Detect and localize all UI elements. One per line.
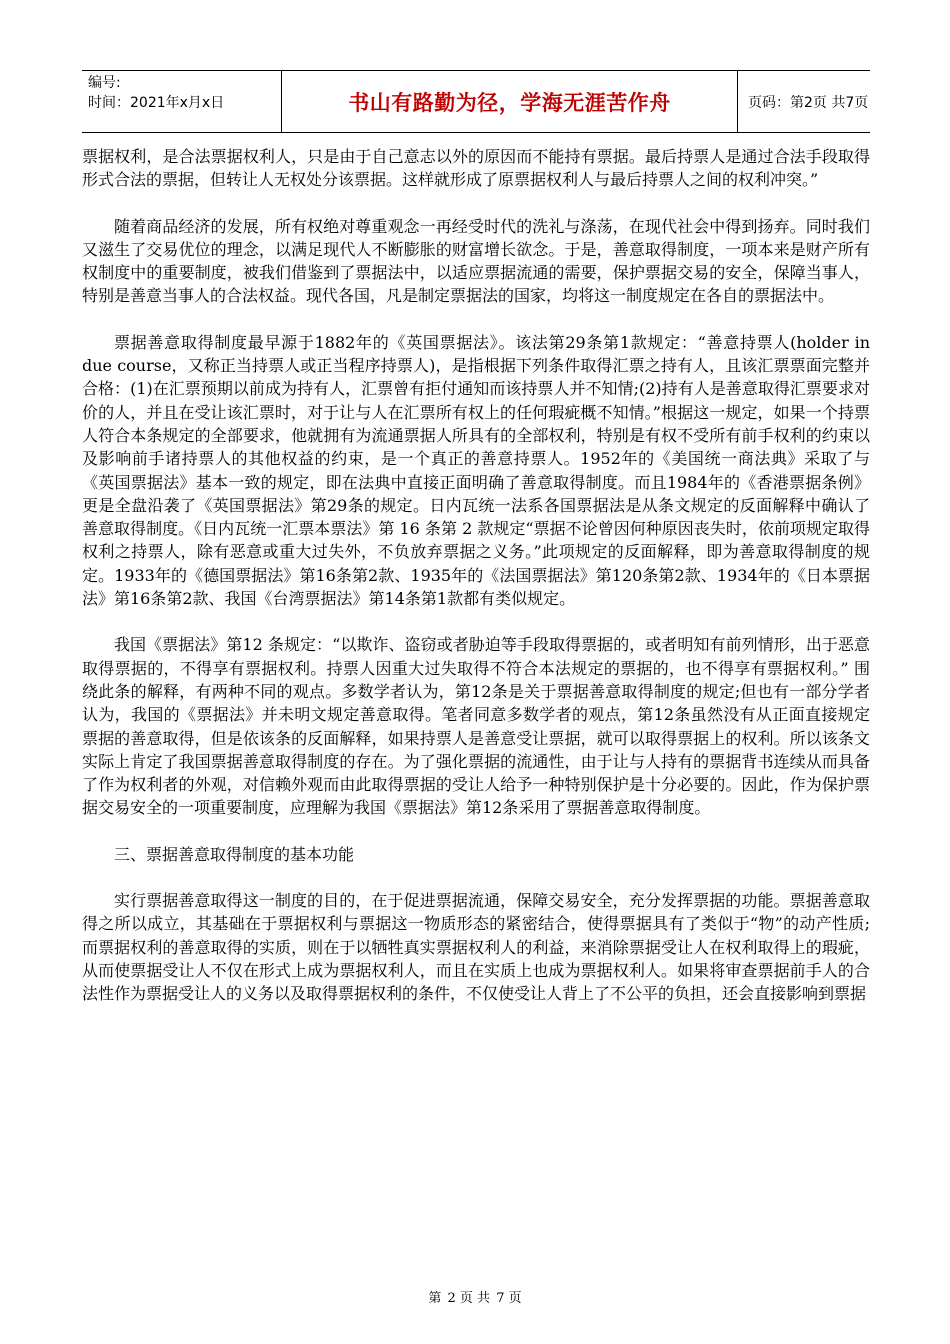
page-header: [82, 70, 870, 133]
footer-page-number: 2: [447, 1291, 456, 1306]
paragraph: 实行票据善意取得这一制度的目的，在于促进票据流通，保障交易安全，充分发挥票据的功能。票据善意取得之所以成立，其基础在于票据权利与票据这一物质形态的紧密结合，使得票据具有了类似于“物”的动产性质;而票据权利的善意取得的实质，则在于以牺牲真实票据权利人的利益，来消除票据受让人在权利取得上的瑕疵，从而使票据受让人不仅在形式上成为票据权利人，而且在实质上也成为票据权利人。如果将审查票据前手人的合法性作为票据受让人的义务以及取得票据权利的条件，不仅使受让人背上了不公平的负担，还会直接影响到票据: [82, 891, 870, 1004]
paragraph: 我国《票据法》第12 条规定：“以欺诈、盗窃或者胁迫等手段取得票据的，或者明知有前列情形，出于恶意取得票据的，不得享有票据权利。持票人因重大过失取得不符合本法规定的票据的，也不得享有票据权利。” 围绕此条的解释，有两种不同的观点。多数学者认为，第12条是关于票据善意取得制度的规定;但也有一部分学者认为，我国的《票据法》并未明文规定善意取得。笔者同意多数学者的观点，第12条虽然没有从正面直接规定票据的善意取得，但是依该条的反面解释，如果持票人是善意受让票据，就可以取得票据上的权利。所以该条文实际上肯定了我国票据善意取得制度的存在。为了强化票据的流通性，由于让与人持有的票据背书连续从而具备了作为权利者的外观，对信赖外观而由此取得票据的受让人给予一种特别保护是十分必要的。因此，作为保护票据交易安全的一项重要制度，应理解为我国《票据法》第12条采用了票据善意取得制度。: [82, 635, 870, 818]
paragraph: 随着商品经济的发展，所有权绝对尊重观念一再经受时代的洗礼与涤荡，在现代社会中得到扬弃。同时我们又滋生了交易优位的理念，以满足现代人不断膨胀的财富增长欲念。于是，善意取得制度，一项本来是财产所有权制度中的重要制度，被我们借鉴到了票据法中，以适应票据流通的需要，保护票据交易的安全，保障当事人，特别是善意当事人的合法权益。现代各国，凡是制定票据法的国家，均将这一制度规定在各自的票据法中。: [82, 216, 870, 306]
paragraph-continuation: 票据权利，是合法票据权利人，只是由于自己意志以外的原因而不能持有票据。最后持票人是通过合法手段取得形式合法的票据，但转让人无权处分该票据。这样就形成了原票据权利人与最后持票人之间的权利冲突。”: [82, 147, 870, 190]
page-footer: [0, 1290, 950, 1308]
header-page-info: 页码：第2页 共7页: [748, 94, 869, 111]
section-heading: 三、票据善意取得制度的基本功能: [114, 844, 355, 864]
document-number-label: 编号:: [88, 75, 121, 91]
document-time-label: 时间：2021年x月x日: [88, 95, 225, 111]
footer-total-pages: 7: [496, 1291, 505, 1306]
footer-prefix: 第: [428, 1291, 442, 1306]
header-motto: 书山有路勤为径，学海无涯苦作舟: [282, 71, 738, 132]
footer-suffix: 页: [508, 1291, 522, 1306]
paragraph: 票据善意取得制度最早源于1882年的《英国票据法》。该法第29条第1款规定：“善意持票人(holder in due course，又称正当持票人或正当程序持票人)，是指根据下列条件取得汇票之持有人，且该汇票票面完整并合格：(1)在汇票预期以前成为持有人，汇票曾有拒付通知而该持票人并不知情;(2)持有人是善意取得汇票要求对价的人，并且在受让该汇票时，对于让与人在汇票所有权上的任何瑕疵概不知情。”根据这一规定，如果一个持票人符合本条规定的全部要求，他就拥有为流通票据人所具有的全部权利，特别是有权不受所有前手权利的约束以及影响前手诸持票人的其他权益的约束，是一个真正的善意持票人。1952年的《美国统一商法典》采取了与《英国票据法》基本一致的规定，即在法典中直接正面明确了善意取得制度。而且1984年的《香港票据条例》更是全盘沿袭了《英国票据法》第29条的规定。日内瓦统一法系各国票据法是从条文规定的反面解释中确认了善意取得制度。《日内瓦统一汇票本票法》第 16 条第 2 款规定“票据不论曾因何种原因丧失时，依前项规定取得权利之持票人，除有恶意或重大过失外，不负放弃票据之义务。”此项规定的反面解释，即为善意取得制度的规定。1933年的《德国票据法》第16条第2款、1935年的《法国票据法》第120条第2款、1934年的《日本票据法》第16条第2款、我国《台湾票据法》第14条第1款都有类似规定。: [82, 332, 870, 609]
footer-mid: 页 共: [459, 1291, 491, 1306]
document-body: [82, 145, 870, 1006]
header-meta: [82, 71, 282, 132]
